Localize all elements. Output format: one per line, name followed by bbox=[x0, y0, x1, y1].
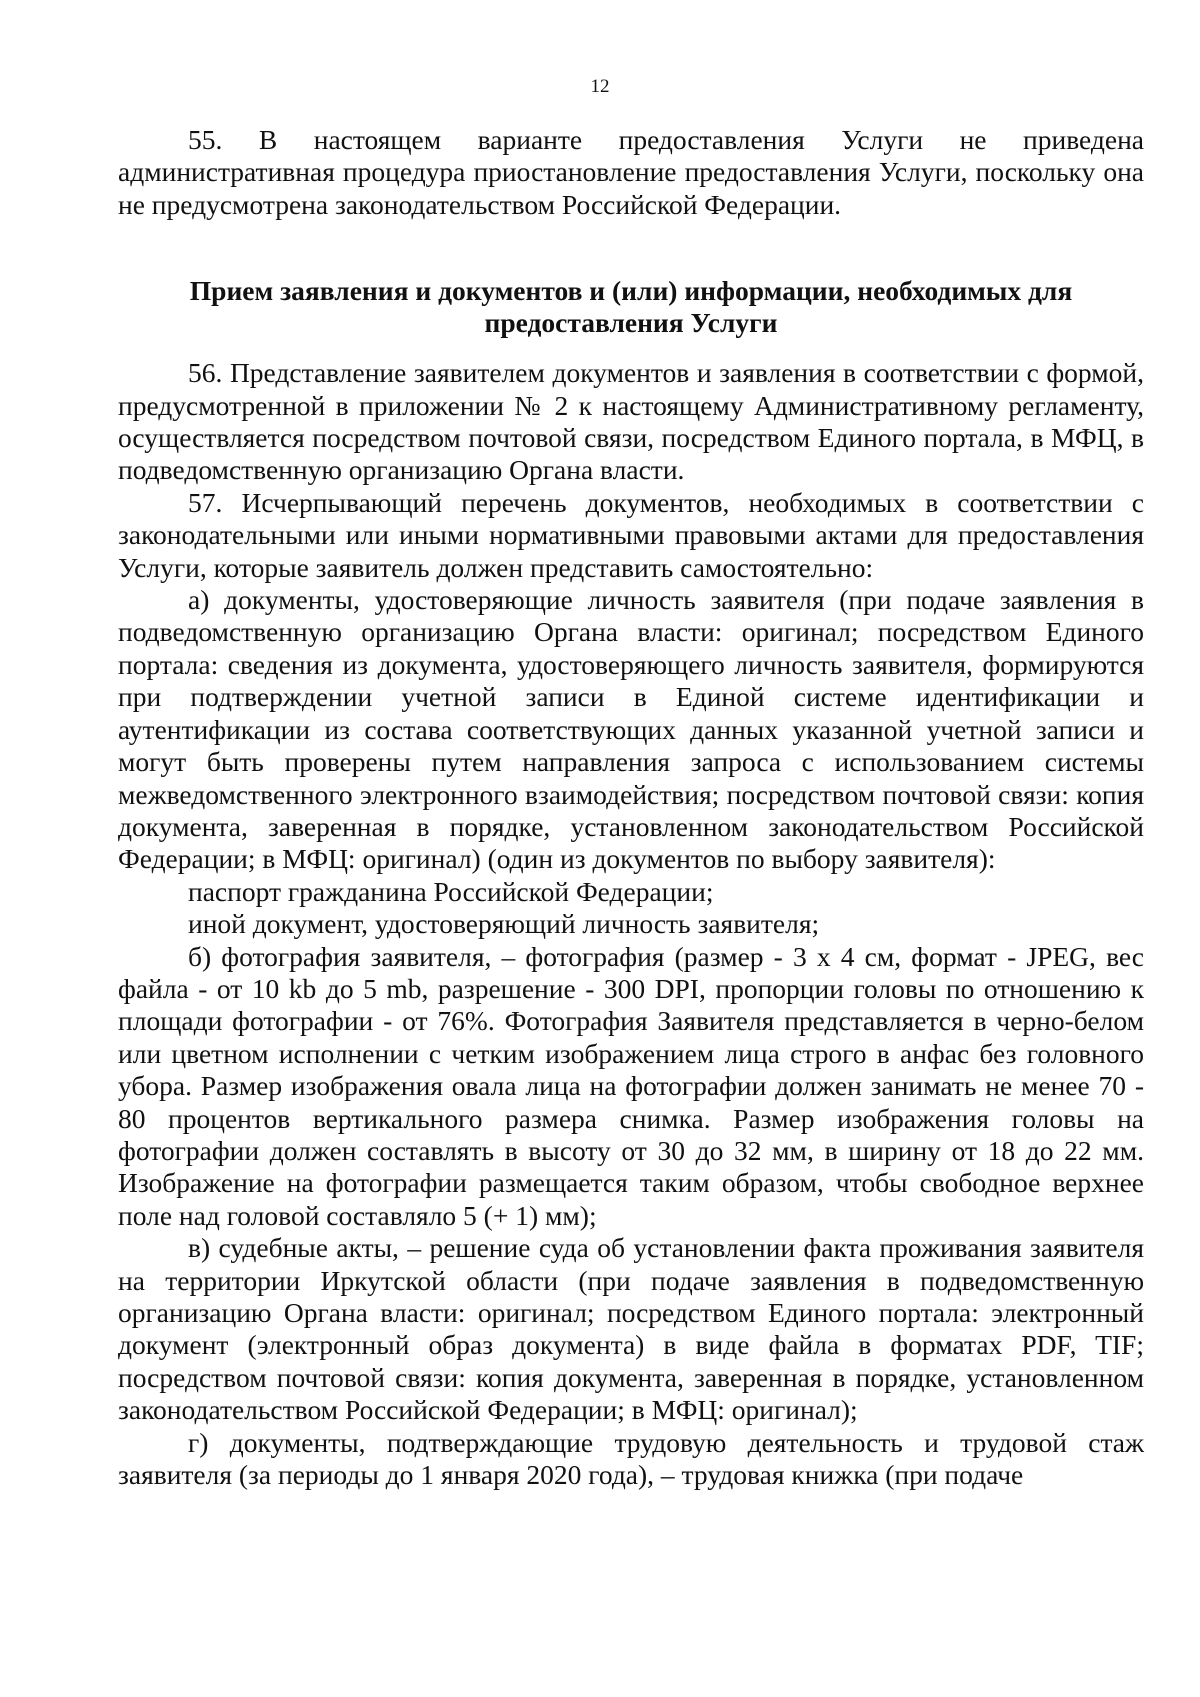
item-g: г) документы, подтверждающие трудовую деятельность и трудовой стаж заявителя (за периоды до 1 января 2020 года), – трудовая книжка (при подаче bbox=[118, 1426, 1144, 1491]
section-heading-line-2: предоставления Услуги bbox=[484, 307, 778, 339]
page-number: 12 bbox=[590, 76, 610, 97]
section-heading bbox=[118, 275, 1144, 339]
item-v: в) судебные акты, – решение суда об установлении факта проживания заявителя на территории Иркутской области (при подаче заявления в подведомственную организацию Органа власти: оригинал; посредством Единого портала: электронный документ (электронный образ документа) в виде файла в форматах PDF, TIF; посредством почтовой связи: копия документа, заверенная в порядке, установленном законодательством Российской Федерации; в МФЦ: оригинал); bbox=[118, 1232, 1144, 1426]
item-passport: паспорт гражданина Российской Федерации; bbox=[188, 875, 714, 907]
item-other-id: иной документ, удостоверяющий личность заявителя; bbox=[188, 908, 820, 940]
document-body bbox=[118, 124, 1144, 1491]
item-a: а) документы, удостоверяющие личность заявителя (при подаче заявления в подведомственную организацию Органа власти: оригинал; посредством Единого портала: сведения из документа, удостоверяющего личность заявителя, формируются при подтверждении учетной записи в Единой системе идентификации и аутентификации из состава соответствующих данных указанной учетной записи и могут быть проверены путем направления запроса с использованием системы межведомственного электронного взаимодействия; посредством почтовой связи: копия документа, заверенная в порядке, установленном законодательством Российской Федерации; в МФЦ: оригинал) (один из документов по выбору заявителя): bbox=[118, 584, 1144, 875]
item-b: б) фотография заявителя, – фотография (размер - 3 х 4 см, формат - JPEG, вес файла - от 10 kb до 5 mb, разрешение - 300 DPI, пропорции головы по отношению к площади фотографии - от 76%. Фотография Заявителя представляется в черно-белом или цветном исполнении с четким изображением лица строго в анфас без головного убора. Размер изображения овала лица на фотографии должен занимать не менее 70 - 80 процентов вертикального размера снимка. Размер изображения головы на фотографии должен составлять в высоту от 30 до 32 мм, в ширину от 18 до 22 мм. Изображение на фотографии размещается таким образом, чтобы свободное верхнее поле над головой составляло 5 (+ 1) мм); bbox=[118, 940, 1144, 1231]
paragraph-55: 55. В настоящем варианте предоставления Услуги не приведена административная процедура приостановление предоставления Услуги, поскольку она не предусмотрена законодательством Российской Федерации. bbox=[118, 124, 1144, 220]
paragraph-56: 56. Представление заявителем документов и заявления в соответствии с формой, предусмотренной в приложении № 2 к настоящему Административному регламенту, осуществляется посредством почтовой связи, посредством Единого портала, в МФЦ, в подведомственную организацию Органа власти. bbox=[118, 357, 1144, 486]
paragraph-57: 57. Исчерпывающий перечень документов, необходимых в соответствии с законодательными или иными нормативными правовыми актами для предоставления Услуги, которые заявитель должен представить самостоятельно: bbox=[118, 486, 1144, 583]
section-heading-line-1: Прием заявления и документов и (или) информации, необходимых для bbox=[189, 275, 1073, 307]
